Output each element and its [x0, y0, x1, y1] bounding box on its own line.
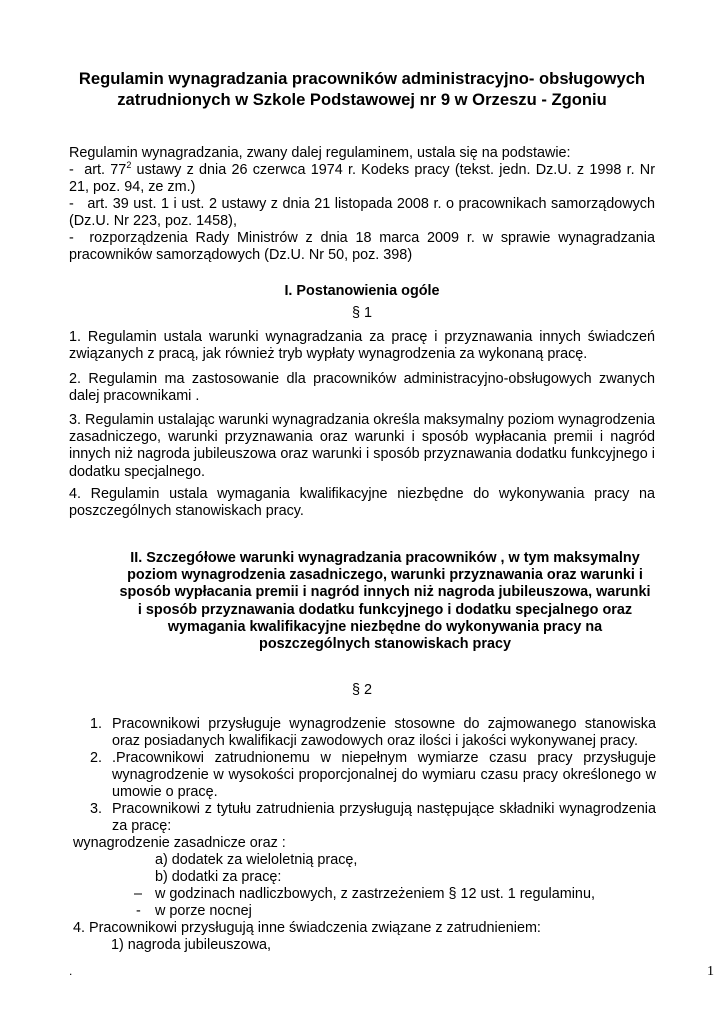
dash-item-1: w godzinach nadliczbowych, z zastrzeżeniem § 12 ust. 1 regulaminu, — [155, 886, 595, 902]
section-2-paragraph-symbol: § 2 — [351, 682, 372, 698]
dash-1-mark: – — [134, 886, 143, 902]
dash-item-2: w porze nocnej — [155, 903, 252, 919]
list-item-number: 3. — [90, 801, 103, 817]
section-2-heading-line-6: poszczególnych stanowiskach pracy — [259, 636, 511, 653]
section-2-heading-line-5: wymagania kwalifikacyjne niezbędne do wykonywania pracy na — [167, 618, 603, 635]
section-1-paragraph-symbol: § 1 — [351, 305, 372, 321]
section-2-point-4: 4. Pracownikowi przysługują inne świadczenia związane z zatrudnieniem: — [73, 920, 541, 936]
section-1-point-4: 4. Regulamin ustala wymagania kwalifikacyjne niezbędne do wykonywania pracy na poszczególnych stanowiskach pracy. — [69, 486, 655, 520]
intro-item-1-post: ustawy z dnia 26 czerwca 1974 r. Kodeks pracy (tekst. jedn. Dz.U. z 1998 r. Nr 21, poz. 94, ze zm.) — [69, 162, 655, 196]
intro-item-1-dash: - — [69, 162, 74, 178]
section-2-heading-line-2: poziom wynagrodzenia zasadniczego, warunki przyznawania oraz warunki i — [127, 567, 643, 584]
intro-item-3 — [69, 230, 655, 264]
section-1-point-1: 1. Regulamin ustala warunki wynagradzania za pracę i przyznawania innych świadczeń związanych z pracą, jak również tryb wypłaty wynagrodzenia za wykonaną pracę. — [69, 329, 655, 363]
title-line-1: Regulamin wynagradzania pracowników administracyjno- obsługowych — [78, 69, 646, 88]
section-1-point-2: 2. Regulamin ma zastosowanie dla pracowników administracyjno-obsługowych zwanych dalej pracownikami . — [69, 371, 655, 405]
intro-item-1 — [69, 162, 655, 196]
list-item-text: Pracownikowi z tytułu zatrudnienia przysługują następujące składniki wynagrodzenia za pracę: — [112, 801, 656, 835]
list-item-text: .Pracownikowi zatrudnionemu w niepełnym wymiarze czasu pracy przysługuje wynagrodzenie w wysokości proporcjonalnej do wymiaru czasu pracy określonego w umowie o pracę. — [112, 750, 656, 801]
sub-item-a: a) dodatek za wieloletnią pracę, — [155, 852, 358, 868]
section-2-heading — [100, 550, 670, 653]
page-number: 1 — [707, 964, 714, 979]
intro-item-1-sup: 2 — [126, 160, 132, 170]
section-2-heading-line-4: i sposób przyznawania dodatku funkcyjnego i dodatku specjalnego oraz — [137, 601, 633, 618]
point-4-sub-1: 1) nagroda jubileuszowa, — [111, 937, 271, 953]
list-item-number: 1. — [90, 716, 103, 732]
footer-dot: . — [69, 964, 73, 978]
intro-item-1-pre: art. 77 — [84, 162, 127, 178]
section-1-heading: I. Postanowienia ogóle — [284, 283, 440, 299]
title-line-2: zatrudnionych w Szkole Podstawowej nr 9 w Orzeszu - Zgoniu — [117, 90, 607, 109]
intro-item-2 — [69, 196, 655, 230]
list-item-number: 2. — [90, 750, 103, 766]
intro-item-3-dash: - — [69, 230, 74, 246]
section-2-heading-line-1: II. Szczegółowe warunki wynagradzania pracowników , w tym maksymalny — [130, 550, 640, 566]
intro-item-2-text: art. 39 ust. 1 i ust. 2 ustawy z dnia 21 listopada 2008 r. o pracownikach samorządowych (Dz.U. Nr 223, poz. 1458), — [69, 196, 656, 230]
salary-base-line: wynagrodzenie zasadnicze oraz : — [73, 835, 286, 851]
dash-2-mark: - — [136, 903, 141, 919]
intro-lead: Regulamin wynagradzania, zwany dalej regulaminem, ustala się na podstawie: — [69, 145, 571, 161]
section-2-heading-line-3: sposób wypłacania premii i nagród innych niż nagroda jubileuszowa, warunki — [119, 584, 651, 601]
document-title — [40, 68, 684, 110]
section-1-point-3: 3. Regulamin ustalając warunki wynagradzania określa maksymalny poziom wynagrodzenia zasadniczego, warunki przyznawania oraz warunki i sposób wypłacania premii i nagród innych niż nagroda jubileuszowa oraz warunki i sposób przyznawania dodatku funkcyjnego i dodatku specjalnego. — [69, 412, 655, 480]
intro-item-3-text: rozporządzenia Rady Ministrów z dnia 18 marca 2009 r. w sprawie wynagradzania pracowników samorządowych (Dz.U. Nr 50, poz. 398) — [69, 230, 655, 264]
intro-item-2-dash: - — [69, 196, 74, 212]
sub-item-b: b) dodatki za pracę: — [155, 869, 282, 885]
list-item-text: Pracownikowi przysługuje wynagrodzenie stosowne do zajmowanego stanowiska oraz posiadanych kwalifikacji zawodowych oraz ilości i jakości wykonywanej pracy. — [112, 716, 656, 750]
